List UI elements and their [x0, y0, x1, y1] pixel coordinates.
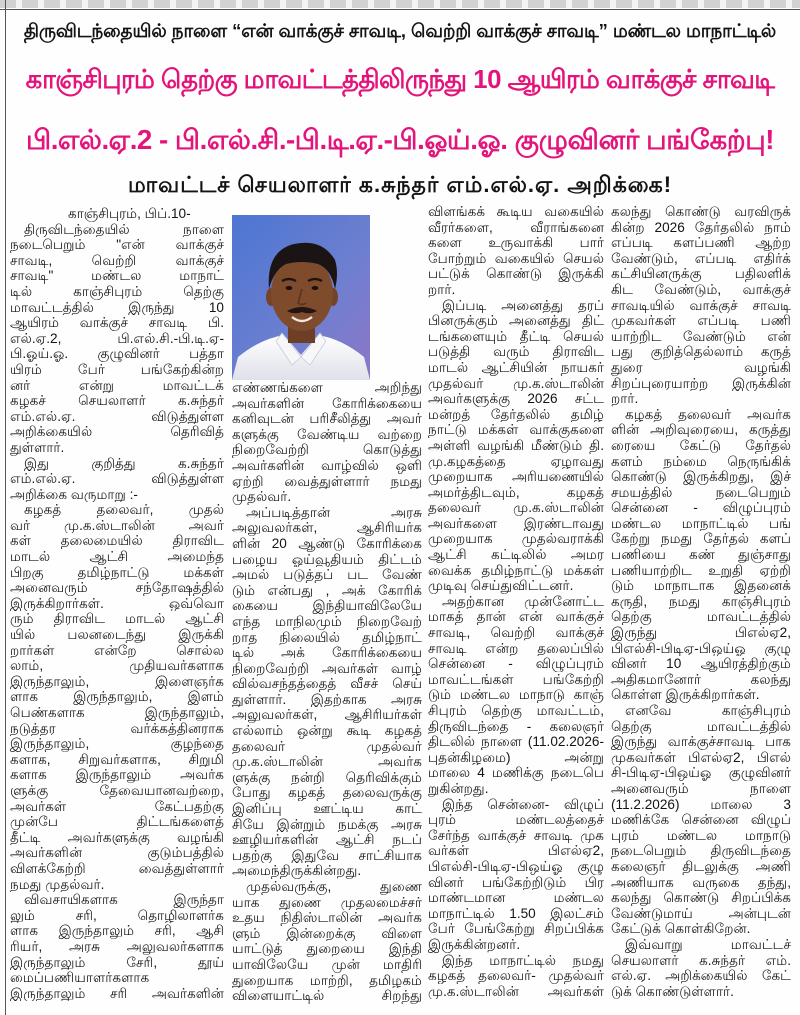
text-line: ளாக இருந்தாலும் சரி, ஆசி — [10, 923, 224, 939]
text-line: களாக இருந்தாலும் அவர்க — [10, 767, 224, 783]
text-line: நமது முதல்வர். — [10, 876, 105, 892]
text-line: இது குறித்து க.சுந்தர் — [24, 455, 224, 471]
text-line: மாவட்டத்தில் இருந்து 10 — [10, 299, 224, 315]
text-line: களுக்கு வேண்டிய வற்றை — [232, 426, 422, 442]
text-line: விளக்கேற்றி வைத்துள்ளார் — [10, 860, 224, 876]
text-line: எம்.எல்.ஏ. விடுத்துள்ள — [10, 471, 224, 487]
text-line: துள்ளார். இதற்காக அரசு — [232, 691, 422, 707]
text-line: களம் நம்மை நெருங்கிக் — [611, 453, 791, 469]
text-line: அனைவரும் சந்தோஷத்தில் — [10, 580, 224, 596]
paragraph — [10, 502, 224, 892]
text-line: யிரம் பேர் பங்கேற்கின்ற — [10, 361, 224, 377]
text-line: ளும் இன்றைக்கு விளை — [232, 925, 422, 941]
top-divider-rule — [0, 9, 800, 10]
text-line: இருந்தாலும் சரி அவர்களின் — [10, 985, 224, 1001]
text-line: கழகத் தலைவர், முதல் — [24, 502, 224, 518]
text-line: யாவிலேயே முன் மாதிரி — [232, 956, 422, 972]
text-line: னர் என்று மாவட்டக் — [10, 377, 224, 393]
text-line: பினருக்கும் அனைத்து திட் — [428, 313, 604, 329]
text-line: எனவே காஞ்சிபுரம் — [625, 703, 791, 718]
paragraph — [10, 456, 224, 503]
text-line: டும் மண்டல மாநாடு காஞ் — [428, 687, 604, 703]
text-line: றாத நிலையில் தமிழ்நாட் — [232, 629, 422, 645]
text-line: கருதி, நமது காஞ்சிபுரம் — [611, 593, 791, 609]
text-line: எம்.எல்.ஏ. விடுத்துள்ள — [10, 408, 224, 424]
text-line: புரம் மண்டல மாநாடு — [611, 827, 791, 843]
text-line: போற்றும் வகையில் செயல் — [428, 250, 604, 266]
portrait-photo — [232, 215, 370, 380]
text-line: எந்த மாநிலமும் நிறைவேற் — [232, 613, 422, 629]
text-line: புரம் மண்டலத்தைச் — [428, 812, 604, 828]
text-line: இப்படி அனைத்து தரப் — [442, 297, 604, 313]
text-line: சியே இன்றும் நமக்கு அரசு — [232, 816, 422, 832]
paragraph — [428, 594, 604, 797]
text-line: பணியை கண் துஞ்சாது — [611, 547, 791, 563]
text-line: எப்படி களப்பணி ஆற்ற — [611, 235, 791, 251]
text-line: லும் சரி, தொழிலாளர்க — [10, 907, 224, 923]
article-column-2 — [232, 215, 422, 1004]
subheading: மாவட்டச் செயலாளர் க.சுந்தர் எம்.எல்.ஏ. அறிக்கை! — [127, 172, 673, 197]
text-line: பேர் பேங்கேற்று சிறப்பிக்க — [428, 921, 604, 937]
text-line: திருவிடந்தையில் நாளை — [24, 221, 224, 237]
text-line: கையை இந்தியாவிலேயே — [232, 598, 422, 614]
column-text — [232, 380, 422, 1004]
text-line: களாக, சிறுவர்களாக, சிறுமி — [10, 751, 224, 767]
text-line: அலுவலர்கள், ஆசிரியர்கள் — [232, 707, 422, 723]
text-line: கொண்டு இருக்கிறது, இச் — [611, 469, 791, 485]
text-line: இருந்தாலும் சேரி, தூய் — [10, 954, 224, 970]
text-line: எல்லாம் ஒன்று கூடி கழகத் — [232, 723, 422, 739]
text-line: ஊழியர்களின் ஆட்சி நடப் — [232, 832, 422, 848]
column-text — [10, 222, 224, 1002]
text-line: கட்சியினருக்கு பதிலளிக் — [611, 266, 791, 282]
text-line: அறிக்கையில் தெரிவித் — [10, 424, 224, 440]
text-line: றுகின்றது. — [428, 780, 489, 796]
text-line: டுக் கொண்டுள்ளார். — [611, 983, 734, 999]
text-line: கின்ற 2026 தேர்தலில் நாம் — [611, 219, 791, 235]
text-line: பழைய ஓய்வூதியம் திட்டம் — [232, 551, 422, 567]
text-line: வினர் பங்கேற்றிடும் பிர — [428, 874, 604, 890]
text-line: வைக்க தமிழ்நாட்டு மக்கள் — [428, 562, 604, 578]
text-line: சிபுரம் தெற்கு மாவட்டம், — [428, 703, 604, 718]
text-line: பி.ஓய்.ஓ. குழுவினர் பத்தா — [10, 346, 224, 362]
text-line: அவர்களை இரண்டாவது — [428, 515, 604, 531]
paragraph — [428, 953, 604, 1000]
text-line: கழகத் தலைவர்- முதல்வர் — [428, 968, 604, 984]
text-line: வேண்டுமாய் அன்புடன் — [611, 905, 791, 921]
text-line: இந்த மாநாட்டில் நமது — [442, 952, 604, 968]
text-line: இருக்கிறார்கள். ஒவ்வொ — [10, 595, 224, 611]
text-line: பிஎல்சி-பிடிஏ-பிஒய்ஓ குழு — [428, 858, 604, 874]
text-line: இருந்து வாக்குச்சாவடி பாக — [611, 734, 791, 750]
text-line: றார். — [428, 281, 456, 297]
paragraph — [611, 937, 791, 999]
text-line: அவர்களுக்கு 2026 சட்ட — [428, 391, 604, 407]
text-line: எண்ணங்களை அறிந்து — [232, 380, 422, 395]
text-line: நடுத்தர வர்க்கத்தினராக — [10, 720, 224, 736]
clipped-previous-article-strip — [0, 0, 800, 8]
text-line: முதல்வருக்கு, துணை — [246, 879, 422, 894]
text-line: கேட்டுக் கொள்கிறேன். — [611, 921, 751, 937]
text-line: வேண்டும், எப்படி எதிர்க் — [611, 250, 791, 266]
text-line: முகவர்கள் பிஎல்ஏ2, பிஎல் — [611, 749, 791, 765]
text-line: விவசாயிகளாக இருந்தா — [24, 892, 224, 908]
text-line: ளுக்கு நன்றி தெரிவிக்கும் — [232, 769, 422, 785]
text-line: சிறப்புரையாற்ற இருக்கின் — [611, 375, 791, 391]
text-line: தலைவர் முதல்வர் — [232, 738, 422, 754]
text-line: கலந்து கொண்டு வரவிருக் — [611, 204, 791, 219]
text-line: முன்பே திட்டங்களைத் — [10, 814, 224, 830]
text-line: மு.கழகத்தை ஏழாவது — [428, 453, 604, 469]
text-line: மாடல் ஆட்சியின் நாயகர் — [428, 359, 604, 375]
article-column-4 — [611, 204, 791, 999]
text-line: செயலாளர் க.சுந்தர் எம். — [611, 952, 791, 968]
text-line: கள் தலைமையில் திராவிட — [10, 533, 224, 549]
text-line: நாட்டு மக்கள் வாக்குகளை — [428, 422, 604, 438]
text-line: திடலில் நாளை (11.02.2026- — [428, 734, 604, 750]
text-line: கொள்ள இருக்கிறார்கள். — [611, 687, 760, 703]
text-line: மைப்பணியாளர்களாக — [10, 970, 150, 986]
text-line: ளின் 20 ஆண்டு கோரிக்கை — [232, 535, 422, 551]
text-line: புதன்கிழமை) அன்று — [428, 749, 604, 765]
text-line: கலைஞர் திடலுக்கு அணி — [611, 858, 791, 874]
article-column-1 — [10, 206, 224, 1001]
main-headline-line-2: பி.எல்.ஏ.2 - பி.எல்.சி.-பி.டி.ஏ.-பி.ஓய்.ஓ. குழுவினர் பங்கேற்பு! — [25, 124, 775, 155]
text-line: ளுக்கு தேவையானவற்றை, — [10, 782, 224, 798]
paragraph — [611, 703, 791, 937]
text-line: அமல் படுத்தப் பட வேண் — [232, 567, 422, 583]
text-line: இருக்கின்றனர். — [428, 936, 521, 952]
text-line: பிஎல்சி-பிடிஏ-பிஒய்ஓ குழு — [611, 640, 791, 656]
text-line: போது கழகத் தலைவருக்கு — [232, 785, 422, 801]
text-line: அவர்களின் வாழ்வில் ஒளி — [232, 457, 422, 473]
kicker-headline: திருவிடந்தையில் நாளை “என் வாக்குச் சாவடி, வெற்றி வாக்குச் சாவடி” மண்டல மாநாட்டில் — [23, 20, 777, 41]
text-line: லாம், முதியவர்களாக — [10, 658, 224, 674]
text-line: தலைவர் மு.க.ஸ்டாலின் — [428, 500, 604, 516]
text-line: நடைபெறும் திருவிடந்தை — [611, 843, 791, 859]
text-line: சென்னை - விழுப்புரம் — [611, 500, 791, 516]
text-line: மாநாட்டில் 1.50 இலட்சம் — [428, 905, 604, 921]
text-line: பதற்கு இதுவே சாட்சியாக — [232, 847, 422, 863]
text-line: அப்படித்தான் அரசு — [246, 504, 422, 520]
text-line: மாகத் தான் என் வாக்குச் — [428, 609, 604, 625]
text-line: முடிவு செய்துவிட்டனர். — [428, 578, 574, 594]
article-column-3 — [428, 204, 604, 999]
text-line: துரை வழங்கி — [611, 359, 791, 375]
text-line: அறிக்கை வருமாறு :- — [10, 486, 138, 502]
text-line: யாட்டுத் துறையை இந்தி — [232, 941, 422, 957]
right-eye — [312, 286, 319, 290]
paragraph — [10, 892, 224, 1001]
text-line: இந்த சென்னை- விழுப் — [442, 796, 604, 812]
text-line: மு.க.ஸ்டாலின் அவர்கள் — [428, 983, 604, 999]
text-line: (11.2.2026) மாலை 3 — [611, 796, 791, 812]
text-line: சென்னை - விழுப்புரம் — [428, 656, 604, 672]
text-line: அணியாக வருகை தந்து, — [611, 874, 791, 890]
text-line: சமயத்தில் நடைபெறும் — [611, 484, 791, 500]
paragraph-continued — [611, 204, 791, 407]
text-line: கலந்து கொண்டு சிறப்பிக்க — [611, 890, 791, 906]
text-line: மாவட்டங்கள் பங்கேற்றி — [428, 671, 604, 687]
text-line: யில் பலனடைந்து இருக்கி — [10, 627, 224, 643]
text-line: நடைபெறும் "என் வாக்குச் — [10, 237, 224, 253]
text-line: கழகச் செயலாளர் க.சுந்தர் — [10, 393, 224, 409]
text-line: தெற்கு மாவட்டத்தில் — [611, 718, 791, 734]
text-line: தீட்டி அவர்களுக்கு வழங்கி — [10, 829, 224, 845]
text-line: இனிப்பு ஊட்டிய காட் — [232, 801, 422, 817]
text-line: ரும் திராவிட மாடல் ஆட்சி — [10, 611, 224, 627]
text-line: டும் என்பது , அக் கோரிக் — [232, 582, 422, 598]
text-line: பணியாற்றிட உறுதி ஏற்றி — [611, 562, 791, 578]
text-line: சேர்ந்த வாக்குச் சாவடி முக — [428, 827, 604, 843]
text-line: சாவடி" மண்டல மாநாட் — [10, 268, 224, 284]
text-line: இவ்வாறு மாவட்டச் — [625, 936, 791, 952]
text-line: நிறைவேற்றி அவர்கள் வாழ் — [232, 660, 422, 676]
text-line: வில்வசந்தத்தைத் வீசச் செய் — [232, 676, 422, 692]
text-line: யாக துணை முதலமைச்சர் — [232, 894, 422, 910]
text-line: ளாக இருந்தாலும், இளம் — [10, 689, 224, 705]
text-line: ரியர், அரசு அலுவலர்களாக — [10, 938, 224, 954]
text-line: திருவிடந்தை - கலைஞர் — [428, 718, 604, 734]
text-line: முறையாக முதல்வராக்கி — [428, 531, 604, 547]
paragraph — [428, 797, 604, 953]
text-line: கேற்று நமது தேர்தல் களப் — [611, 531, 791, 547]
left-border-rule — [5, 0, 6, 1015]
text-line: உதய நிதிஸ்டாலின் அவர்க — [232, 910, 422, 926]
paragraph-continued — [232, 380, 422, 505]
text-line: றார். — [611, 391, 639, 407]
text-line: களை உருவாக்கி பார் — [428, 235, 604, 251]
text-line: சாவடியில் வாக்குச் சாவடி — [611, 297, 791, 313]
text-line: துறையாக மாற்றி, தமிழகம் — [232, 972, 422, 988]
text-line: யாற்றிட வேண்டும் என் — [611, 328, 791, 344]
text-line: அமைந்திருக்கின்றது. — [232, 863, 362, 879]
text-line: மாண்டமான மண்டல — [428, 890, 604, 906]
text-line: கிட வேண்டும், வாக்குச் — [611, 281, 791, 297]
text-line: மாடல் ஆட்சி அமைந்த — [10, 549, 224, 565]
text-line: பெண்களாக இருந்தாலும், — [10, 705, 224, 720]
text-line: அள்ளி வழங்கி மீண்டும் தி. — [428, 437, 604, 453]
text-line: ஏற்றி வைத்துள்ளார் நமது — [232, 473, 422, 489]
text-line: முதல்வர். — [232, 489, 292, 505]
text-line: மன்றத் தேர்தலில் தமிழ் — [428, 406, 604, 422]
text-line: ஆட்சி கட்டிலில் அமர — [428, 547, 604, 563]
main-headline-line-1: காஞ்சிபுரம் தெற்கு மாவட்டத்திலிருந்து 10 ஆயிரம் வாக்குச் சாவடி — [25, 66, 775, 94]
paragraph — [232, 505, 422, 879]
text-line: பிறகு தமிழ்நாட்டு மக்கள் — [10, 564, 224, 580]
text-line: மு.க.ஸ்டாலின் அவர்க — [232, 754, 422, 770]
text-line: வர்கள் பிஎல்ஏ2, — [428, 843, 604, 859]
text-line: அனைவரும் நாளை — [611, 780, 791, 796]
paragraph-continued — [428, 204, 604, 298]
text-line: டங்களையும் தீட்டி செயல் — [428, 328, 604, 344]
text-line: கனிவுடன் பரிசீலித்து அவர் — [232, 411, 422, 427]
text-line: வர் மு.க.ஸ்டாலின் அவர் — [10, 517, 224, 533]
text-line: ரையை கேட்டு தேர்தல் — [611, 437, 791, 453]
text-line: அதற்கான முன்னோட்ட — [442, 593, 604, 609]
paragraph — [428, 298, 604, 594]
paragraph — [232, 879, 422, 1004]
text-line: அவர்களின் கோரிக்கையை — [232, 395, 422, 411]
text-line: மண்டல மாநாட்டில் பங் — [611, 515, 791, 531]
left-eye — [286, 286, 293, 290]
text-line: பட்டுக் கொண்டு இருக்கி — [428, 266, 604, 282]
dateline: காஞ்சிபுரம், பிப்.10- — [68, 206, 191, 221]
text-line: சாவடி, வெற்றி வாக்குச் — [428, 625, 604, 641]
text-line: இருந்தாலும், இளைஞர்க — [10, 673, 224, 689]
text-line: விளையாட்டில் சிறந்து — [232, 988, 422, 1004]
text-line: ளின் அறிவுரையை, கருத்து — [611, 422, 791, 438]
text-line: சாவடி என்ற தலைப்பில் — [428, 640, 604, 656]
text-line: சி-பிடிஏ-பிஒய்ஓ குழுவினர் — [611, 765, 791, 781]
text-line: ஆயிரம் வாக்குச் சாவடி பி. — [10, 315, 224, 331]
text-line: வினர் 10 ஆயிரத்திற்கும் — [611, 656, 791, 672]
text-line: எல்.ஏ. அறிக்கையில் கேட் — [611, 968, 791, 984]
text-line: டில் காஞ்சிபுரம் தெற்கு — [10, 283, 224, 299]
paragraph — [10, 222, 224, 456]
text-line: டில் அக் கோரிக்கையை — [232, 645, 422, 661]
text-line: நிறைவேற்றி கொடுத்து — [232, 442, 422, 458]
text-line: எல்.ஏ.2, பி.எல்.சி.-பி.டி.ஏ- — [10, 330, 224, 346]
text-line: மணிக்கே சென்னை விழுப் — [611, 812, 791, 828]
text-line: சாவடி, வெற்றி வாக்குச் — [10, 252, 224, 268]
text-line: இருந்து பிஎல்ஏ2, — [611, 625, 791, 641]
text-line: படுத்தி வரும் திராவிட — [428, 344, 604, 360]
text-line: அவர்கள் கேட்பதற்கு — [10, 798, 224, 814]
text-line: முறையாக அரியணையில் — [428, 469, 604, 485]
text-line: டும் மாநாடாக இதனைக் — [611, 578, 791, 594]
text-line: அதிகமானோர் கலந்து — [611, 671, 791, 687]
text-line: முகவர்கள் எப்படி பணி — [611, 313, 791, 329]
column-text — [611, 204, 791, 999]
text-line: துள்ளார். — [10, 439, 65, 455]
text-line: அமர்த்திடவும், கழகத் — [428, 484, 604, 500]
text-line: அலுவலர்கள், ஆசிரியர்க — [232, 520, 422, 536]
text-line: பது குறித்தெல்லாம் கருத் — [611, 344, 791, 360]
text-line: முதல்வர் மு.க.ஸ்டாலின் — [428, 375, 604, 391]
text-line: கழகத் தலைவர் அவர்க — [625, 406, 791, 422]
text-line: மாலை 4 மணிக்கு நடைபெ — [428, 765, 604, 781]
text-line: றார்கள் என்றே சொல்ல — [10, 642, 224, 658]
text-line: அவர்களின் குடும்பத்தில் — [10, 845, 224, 861]
text-line: தெற்கு மாவட்டத்தில் — [611, 609, 791, 625]
text-line: இருந்தாலும், குழந்தை — [10, 736, 224, 752]
text-line: விளங்கக் கூடிய வகையில் — [428, 204, 604, 219]
paragraph — [611, 407, 791, 703]
column-text — [428, 204, 604, 999]
text-line: வீரர்களை, வீராங்கனை — [428, 219, 604, 235]
